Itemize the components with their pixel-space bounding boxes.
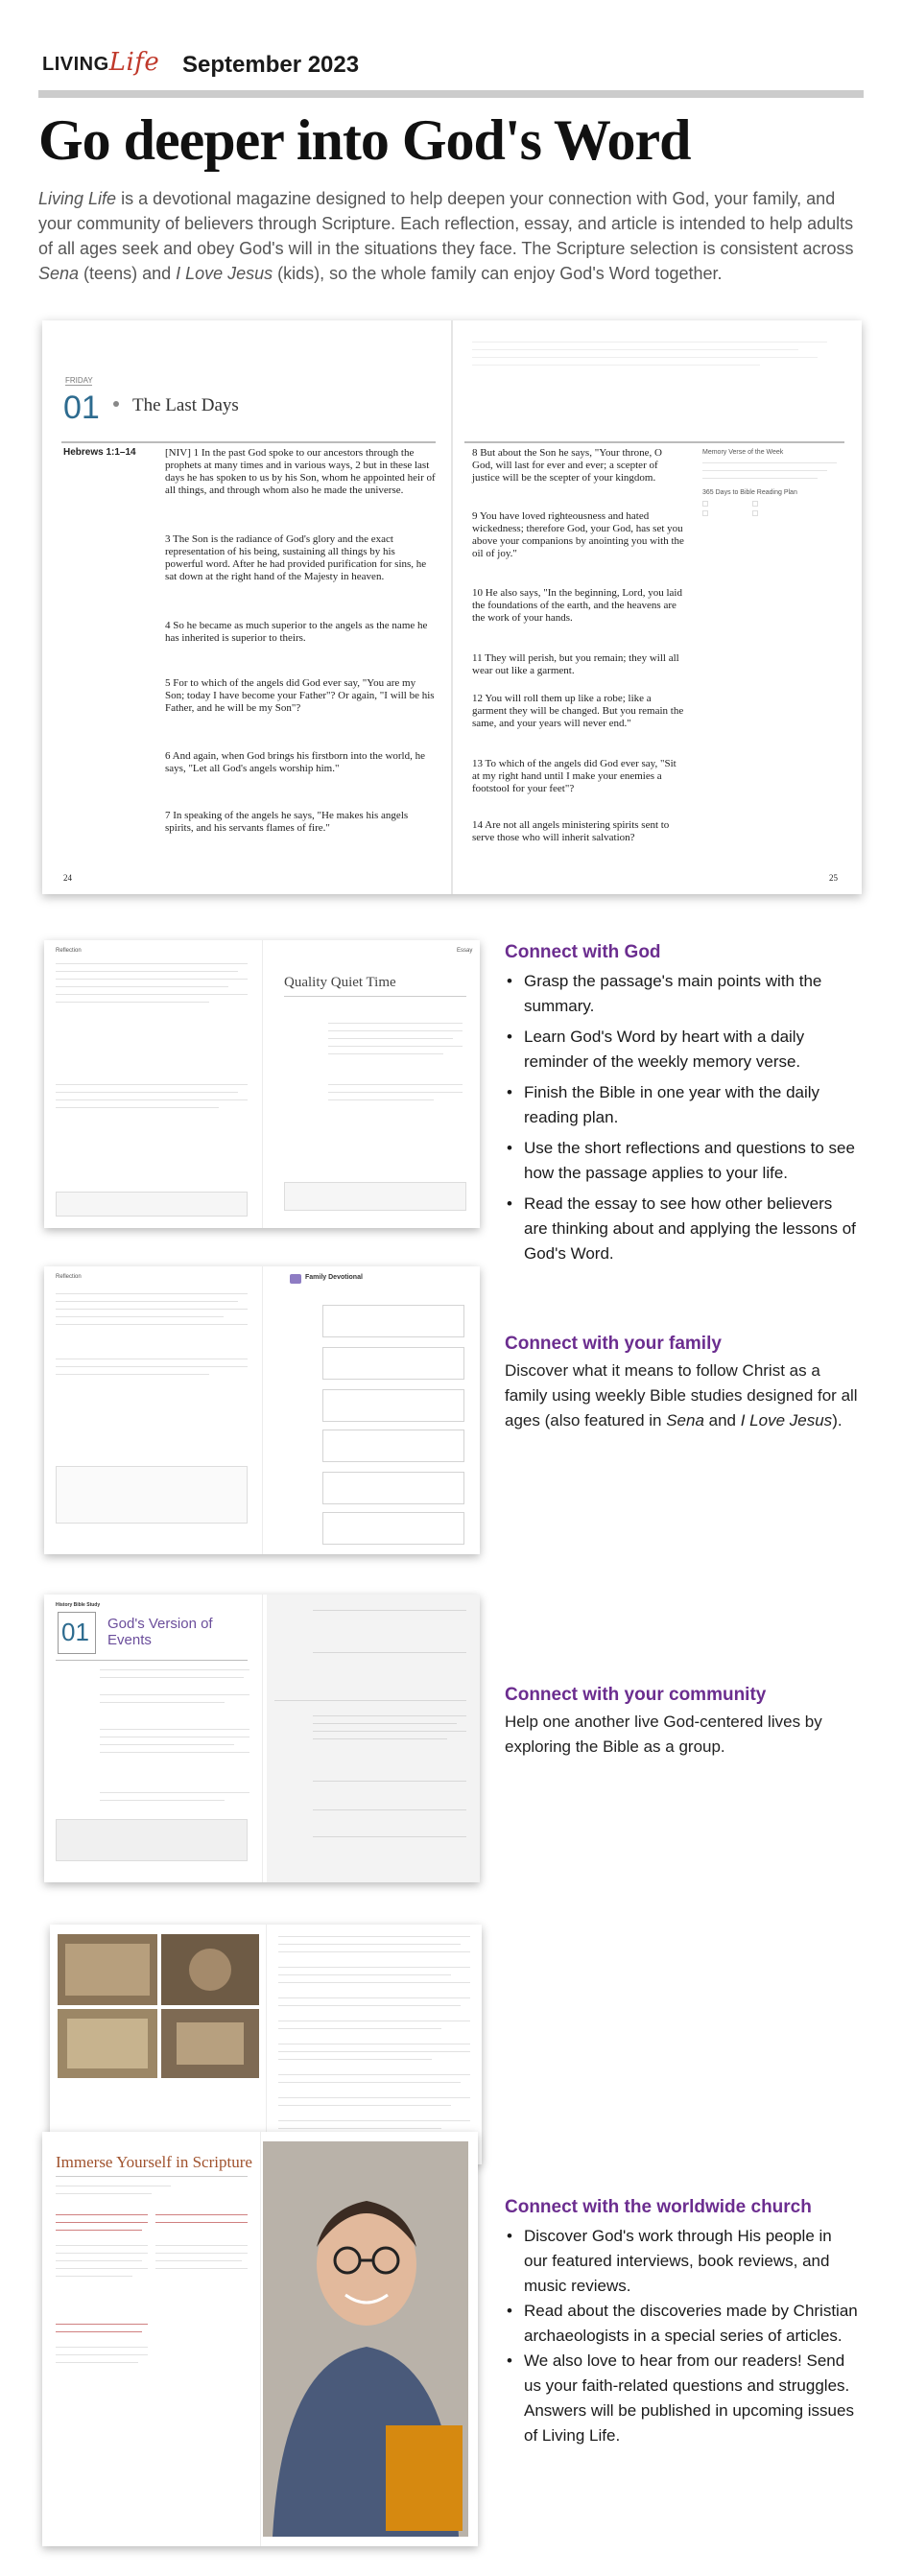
reflection-essay-spread bbox=[44, 940, 480, 1228]
text-line bbox=[278, 1967, 470, 1968]
spread-fold bbox=[262, 1266, 263, 1554]
text-line bbox=[278, 1974, 451, 1975]
bullet: • Read the essay to see how other believers are thinking about and applying the lessons of God's Word. bbox=[505, 1192, 860, 1266]
verse-14: 14 Are not all angels ministering spirits sent to serve those who will inherit salvation? bbox=[472, 819, 670, 843]
text-line bbox=[313, 1715, 466, 1716]
text-line bbox=[56, 1084, 248, 1085]
text-line bbox=[56, 1099, 248, 1100]
verse-7: 7 In speaking of the angels he says, "He makes his angels spirits, and his servants flames of fire." bbox=[165, 810, 409, 834]
text-line bbox=[56, 979, 248, 980]
study-number: 01 bbox=[61, 1618, 89, 1646]
text-line bbox=[56, 2268, 148, 2269]
text-line bbox=[56, 1293, 248, 1294]
sidebar-box bbox=[56, 1466, 248, 1524]
text-line bbox=[278, 1936, 470, 1937]
text-line bbox=[313, 1610, 466, 1611]
sample-devotional-spread bbox=[42, 320, 862, 894]
reflection-box bbox=[56, 1819, 248, 1861]
prayer-box bbox=[284, 1182, 466, 1211]
text-line bbox=[56, 2260, 142, 2261]
text-line bbox=[56, 1002, 209, 1003]
artifact-photos-icon bbox=[58, 1934, 259, 2078]
spread-fold bbox=[266, 1925, 267, 2164]
text-line bbox=[274, 1700, 466, 1701]
verse-13: 13 To which of the angels did God ever say, "Sit at my right hand until I make your enemies a footstool for your feet"? bbox=[472, 758, 676, 794]
text-line bbox=[313, 1723, 457, 1724]
family-devotional-title: Family Devotional bbox=[305, 1274, 363, 1281]
question-box bbox=[322, 1472, 464, 1504]
verse-5: 5 For to which of the angels did God ever say, "You are my Son; today I have become your Father"? Or again, "I will be his Father, and he will be my Son"? bbox=[165, 677, 435, 714]
bullet: • Grasp the passage's main points with the summary. bbox=[505, 969, 860, 1019]
spread-fold bbox=[262, 1595, 263, 1882]
question-line bbox=[155, 2222, 248, 2223]
essay-label: Essay bbox=[457, 948, 473, 954]
connect-with-community-text: Help one another live God-centered lives by exploring the Bible as a group. bbox=[505, 1713, 822, 1756]
text-line bbox=[328, 1092, 463, 1093]
text-line bbox=[278, 2074, 470, 2075]
text-line bbox=[328, 1023, 463, 1024]
verse-12: 12 You will roll them up like a robe; like a garment they will be changed. But you remain the same, and your years will never end." bbox=[472, 693, 684, 729]
bullet: • Discover God's work through His people in our featured interviews, book reviews, and music reviews. bbox=[505, 2224, 860, 2299]
text-line bbox=[313, 1836, 466, 1837]
text-line bbox=[313, 1731, 466, 1732]
masthead bbox=[38, 44, 864, 98]
text-line bbox=[278, 2059, 432, 2060]
text-line bbox=[56, 1107, 219, 1108]
text-line bbox=[56, 1366, 248, 1367]
text-line bbox=[100, 1744, 234, 1745]
bullet: • Learn God's Word by heart with a daily reminder of the weekly memory verse. bbox=[505, 1025, 860, 1075]
text-line bbox=[278, 1997, 470, 1998]
interview-title: Immerse Yourself in Scripture bbox=[56, 2153, 252, 2171]
question-box bbox=[322, 1305, 464, 1337]
text-line bbox=[278, 2120, 470, 2121]
summary-line-3 bbox=[472, 357, 818, 358]
connect-with-god-heading: Connect with God bbox=[505, 942, 661, 962]
heading-rule bbox=[61, 441, 436, 443]
text-line bbox=[278, 2097, 470, 2098]
connect-with-god-list bbox=[505, 969, 860, 1272]
connect-with-church-list bbox=[505, 2224, 860, 2448]
issue-date: September 2023 bbox=[182, 52, 360, 78]
spread-gutter bbox=[451, 320, 453, 894]
living-life-logo: LIVINGLife bbox=[42, 48, 160, 77]
text-line bbox=[278, 2082, 461, 2083]
family-devotional-spread bbox=[44, 1266, 480, 1554]
text-line bbox=[56, 2362, 138, 2363]
memory-verse-label: Memory Verse of the Week bbox=[702, 449, 784, 456]
question-line bbox=[56, 2230, 142, 2231]
prayer-box bbox=[56, 1192, 248, 1217]
text-line bbox=[278, 2028, 441, 2029]
verse-3: 3 The Son is the radiance of God's glory and the exact representation of his being, sustaining all things by his powerful word. After he had provided purification for sins, he sat down at the right hand of the Majesty in heaven. bbox=[165, 533, 427, 582]
text-line bbox=[278, 2128, 441, 2129]
verse-8: 8 But about the Son he says, "Your throne, O God, will last for ever and ever; a scepter of justice will be the scepter of your kingdom. bbox=[472, 447, 663, 484]
summary-line-1 bbox=[472, 342, 827, 343]
text-line bbox=[56, 1092, 238, 1093]
right-heading-rule bbox=[464, 441, 844, 443]
text-line bbox=[56, 971, 238, 972]
verse-11: 11 They will perish, but you remain; they will all wear out like a garment. bbox=[472, 652, 679, 676]
text-line bbox=[155, 2268, 248, 2269]
reading-plan-label: 365 Days to Bible Reading Plan bbox=[702, 489, 797, 496]
text-line bbox=[155, 2245, 248, 2246]
archaeology-article-spread bbox=[50, 1925, 482, 2164]
plan-checkbox-3 bbox=[702, 510, 708, 516]
text-line bbox=[313, 1781, 466, 1782]
byline-line bbox=[56, 2193, 152, 2194]
text-line bbox=[278, 1951, 470, 1952]
text-line bbox=[56, 1309, 248, 1310]
verse-10: 10 He also says, "In the beginning, Lord, you laid the foundations of the earth, and the heavens are the work of your hands. bbox=[472, 587, 682, 624]
question-line bbox=[56, 2324, 148, 2325]
text-line bbox=[328, 1030, 463, 1031]
reflection-label: Reflection bbox=[56, 1274, 82, 1280]
interviewee-portrait-icon bbox=[263, 2141, 468, 2537]
question-box bbox=[322, 1389, 464, 1422]
essay-title: Quality Quiet Time bbox=[284, 975, 396, 990]
bullet: • Finish the Bible in one year with the daily reading plan. bbox=[505, 1080, 860, 1130]
summary-line-4 bbox=[472, 365, 760, 366]
day-label: FRIDAY bbox=[65, 376, 93, 385]
spread-fold bbox=[262, 940, 263, 1228]
question-line bbox=[155, 2214, 248, 2215]
text-line bbox=[278, 1944, 461, 1945]
text-line bbox=[100, 1792, 249, 1793]
text-line bbox=[313, 1738, 447, 1739]
question-line bbox=[56, 2214, 148, 2215]
text-line bbox=[328, 1038, 453, 1039]
passage-reference: Hebrews 1:1–14 bbox=[63, 447, 136, 458]
page-number-right: 25 bbox=[829, 873, 838, 883]
text-line bbox=[56, 1316, 224, 1317]
text-line bbox=[56, 1324, 248, 1325]
question-line bbox=[56, 2222, 148, 2223]
text-line bbox=[56, 986, 228, 987]
day-dot bbox=[113, 401, 119, 407]
study-title: God's Version of Events bbox=[107, 1616, 213, 1648]
text-line bbox=[100, 1669, 249, 1670]
text-line bbox=[328, 1046, 463, 1047]
text-line bbox=[278, 2051, 470, 2052]
bullet: • Use the short reflections and questions to see how the passage applies to your life. bbox=[505, 1136, 860, 1186]
page-number-left: 24 bbox=[63, 873, 72, 883]
study-label: History Bible Study bbox=[56, 1602, 101, 1608]
verse-9: 9 You have loved righteousness and hated wickedness; therefore God, your God, has set you above your companions by anointing you with the oil of joy." bbox=[472, 510, 684, 559]
title-rule bbox=[56, 2176, 248, 2177]
text-line bbox=[56, 2253, 148, 2254]
study-rule bbox=[56, 1660, 248, 1661]
essay-title-rule bbox=[284, 996, 466, 997]
text-line bbox=[313, 1809, 466, 1810]
text-line bbox=[56, 2347, 148, 2348]
plan-checkbox-2 bbox=[752, 501, 758, 507]
verse-6: 6 And again, when God brings his firstborn into the world, he says, "Let all God's angels worship him." bbox=[165, 750, 425, 774]
text-line bbox=[56, 2245, 148, 2246]
intro-paragraph: Living Life is a devotional magazine designed to help deepen your connection with God, your family, and your community of believers through Scripture. Each reflection, essay, and article is intended to help adults of all ages seek and obey God's will in the situations they face. The Scripture selection is consistent across Sena (teens) and I Love Jesus (kids), so the whole family can enjoy God's Word together. bbox=[38, 189, 854, 283]
verse-1: [NIV] 1 In the past God spoke to our ancestors through the prophets at many times and in various ways, 2 but in these last days he has spoken to us by his Son, whom he appointed heir of all things, and through whom also he made the universe. bbox=[165, 447, 436, 496]
connect-with-church-heading: Connect with the worldwide church bbox=[505, 2197, 812, 2217]
text-line bbox=[278, 2105, 451, 2106]
text-line bbox=[278, 1982, 470, 1983]
plan-checkbox-1 bbox=[702, 501, 708, 507]
connect-with-family-heading: Connect with your family bbox=[505, 1334, 722, 1354]
day-number: 01 bbox=[63, 390, 100, 426]
text-line bbox=[100, 1694, 249, 1695]
text-line bbox=[328, 1053, 443, 1054]
question-box bbox=[322, 1512, 464, 1545]
text-line bbox=[56, 994, 248, 995]
memory-line-3 bbox=[702, 478, 818, 479]
text-line bbox=[100, 1729, 249, 1730]
header-rule bbox=[38, 90, 864, 98]
text-line bbox=[56, 2276, 132, 2277]
spread-fold bbox=[260, 2132, 261, 2546]
text-line bbox=[155, 2253, 248, 2254]
memory-line-2 bbox=[702, 470, 827, 471]
memory-line-1 bbox=[702, 462, 837, 463]
question-line bbox=[56, 2331, 142, 2332]
text-line bbox=[278, 2005, 461, 2006]
text-line bbox=[100, 1800, 225, 1801]
text-line bbox=[56, 2354, 148, 2355]
question-box bbox=[322, 1347, 464, 1380]
text-line bbox=[155, 2260, 242, 2261]
text-line bbox=[100, 1677, 244, 1678]
bullet: • We also love to hear from our readers! Send us your faith-related questions and struggles. Answers will be published in upcoming issues of Living Life. bbox=[505, 2349, 860, 2448]
text-line bbox=[313, 1652, 466, 1653]
bullet: • Read about the discoveries made by Christian archaeologists in a special series of articles. bbox=[505, 2299, 860, 2349]
text-line bbox=[56, 963, 248, 964]
connect-with-community-heading: Connect with your community bbox=[505, 1685, 767, 1705]
bible-study-spread bbox=[44, 1595, 480, 1882]
verse-4: 4 So he became as much superior to the angels as the name he has inherited is superior to theirs. bbox=[165, 620, 428, 644]
text-line bbox=[56, 1374, 209, 1375]
interview-spread bbox=[42, 2132, 478, 2546]
reflection-label: Reflection bbox=[56, 948, 82, 954]
text-line bbox=[100, 1752, 249, 1753]
connect-with-family-text: Discover what it means to follow Christ as a family using weekly Bible studies designed for all ages (also featured in Sena and I Love Jesus). bbox=[505, 1361, 858, 1430]
family-icon bbox=[290, 1274, 301, 1284]
text-line bbox=[100, 1702, 225, 1703]
text-line bbox=[56, 1301, 238, 1302]
page-title: Go deeper into God's Word bbox=[38, 108, 691, 172]
summary-line-2 bbox=[472, 349, 798, 350]
plan-checkbox-4 bbox=[752, 510, 758, 516]
devotional-heading: The Last Days bbox=[132, 395, 239, 415]
text-line bbox=[328, 1084, 463, 1085]
text-line bbox=[328, 1099, 434, 1100]
question-box bbox=[322, 1430, 464, 1462]
